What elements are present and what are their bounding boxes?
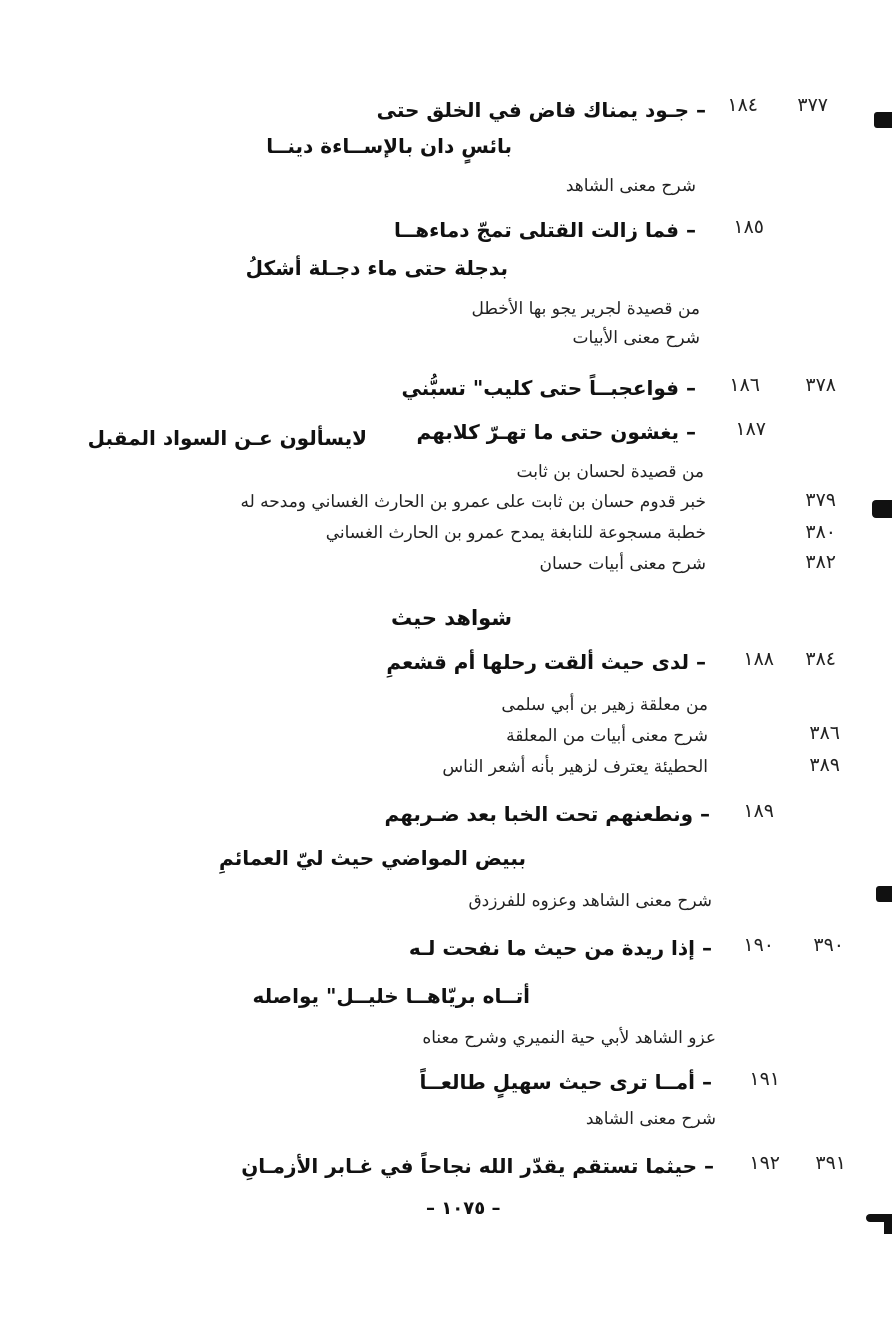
verse-line: – ونطعنهم تحت الخبا بعد ضـربهم	[384, 802, 710, 826]
entry-number: ١٨٦	[729, 374, 760, 396]
page-number: – ١٠٧٥ –	[426, 1198, 501, 1219]
page-ref: ٣٨٦	[809, 722, 840, 744]
verse-line: – يغشون حتى ما تهـرّ كلابهم	[416, 420, 696, 444]
page-ref: ٣٩٠	[813, 934, 844, 956]
scan-edge-mark	[884, 1220, 892, 1234]
entry-number: ١٨٤	[727, 94, 758, 116]
index-text: خبر قدوم حسان بن ثابت على عمرو بن الحارث الغساني ومدحه له	[240, 492, 706, 512]
verse-line: – أمــا ترى حيث سهيلٍ طالعــاً	[419, 1070, 712, 1094]
verse-line: – جـود يمناك فاض في الخلق حتى	[376, 98, 706, 122]
scan-edge-mark	[876, 886, 892, 902]
entry-number: ١٩١	[749, 1068, 780, 1090]
scan-edge-mark	[872, 500, 892, 518]
scan-edge-mark	[874, 112, 892, 128]
verse-line: – لدى حيث ألقت رحلها أم قشعمِ	[386, 650, 706, 674]
verse-line: – حيثما تستقم يقدّر الله نجاحاً في غـابر الأزمـانِ	[241, 1154, 714, 1178]
entry-number: ١٩٠	[743, 934, 774, 956]
note-text: شرح معنى الشاهد	[585, 1109, 716, 1129]
index-text: شرح معنى أبيات من المعلقة	[506, 726, 708, 746]
note-text: من قصيدة لحسان بن ثابت	[516, 462, 704, 482]
verse-line: – فما زالت القتلى تمجّ دماءهــا	[394, 218, 696, 242]
page-ref: ٣٩١	[815, 1152, 846, 1174]
page-ref: ٣٨٩	[809, 754, 840, 776]
note-text: من قصيدة لجرير يجو بها الأخطل	[471, 299, 700, 319]
index-text: شرح معنى أبيات حسان	[539, 554, 706, 574]
entry-number: ١٨٥	[733, 216, 764, 238]
verse-line: – إذا ريدة من حيث ما نفحت لـه	[408, 936, 712, 960]
entry-number: ١٨٩	[743, 800, 774, 822]
note-text: شرح معنى الأبيات	[572, 328, 700, 348]
note-text: شرح معنى الشاهد وعزوه للفرزدق	[468, 891, 712, 911]
note-text: شرح معنى الشاهد	[565, 176, 696, 196]
entry-number: ١٨٨	[743, 648, 774, 670]
entry-number: ١٨٧	[735, 418, 766, 440]
note-text: من معلقة زهير بن أبي سلمى	[501, 695, 708, 715]
index-text: خطبة مسجوعة للنابغة يمدح عمرو بن الحارث الغساني	[325, 523, 706, 543]
verse-line: أتــاه بريّاهــا خليــل" يواصله	[252, 984, 530, 1008]
page-ref: ٣٧٧	[797, 94, 828, 116]
note-text: عزو الشاهد لأبي حية النميري وشرح معناه	[422, 1028, 716, 1048]
page-ref: ٣٧٨	[805, 374, 836, 396]
verse-line: بدجلة حتى ماء دجـلة أشكلُ	[245, 256, 508, 280]
page-ref: ٣٨٢	[805, 551, 836, 573]
section-heading: شواهد حيث	[391, 606, 512, 630]
entry-number: ١٩٢	[749, 1152, 780, 1174]
page-ref: ٣٨٠	[805, 521, 836, 543]
verse-line: – فواعجبــاً حتى كليب" تسبُّني	[401, 376, 696, 400]
page-ref: ٣٧٩	[805, 489, 836, 511]
index-text: الحطيئة يعترف لزهير بأنه أشعر الناس	[442, 757, 708, 777]
verse-line: ببيض المواضي حيث ليّ العمائمِ	[219, 846, 526, 870]
verse-line: لايسألون عـن السواد المقبل	[87, 426, 367, 450]
verse-line: بائسٍ دان بالإســاءة دينــا	[266, 134, 512, 158]
page-ref: ٣٨٤	[805, 648, 836, 670]
